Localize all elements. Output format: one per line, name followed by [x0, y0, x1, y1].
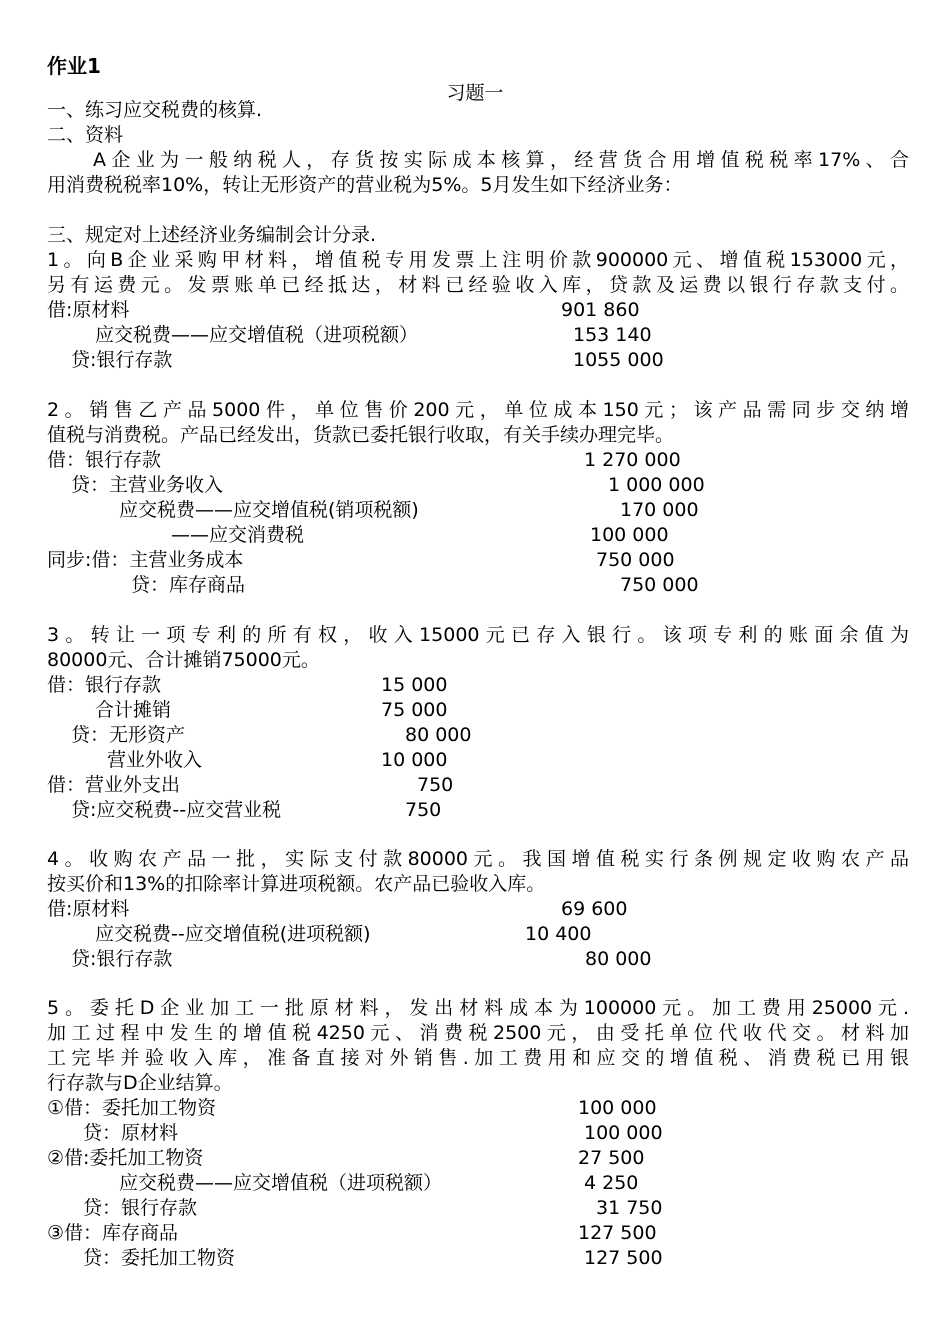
- paragraph-line: 3。转让一项专利的所有权，收入15000元已存入银行。该项专利的账面余值为: [47, 624, 909, 646]
- entry-amount: 80 000: [585, 948, 652, 970]
- paragraph-line: 按买价和13%的扣除率计算进项税额。农产品已验收入库。: [47, 873, 546, 895]
- entry-label: 应交税费——应交增值税（进项税额）: [95, 324, 419, 346]
- entry-label: 借：营业外支出: [47, 774, 181, 796]
- entry-label: 贷：主营业务收入: [71, 474, 224, 496]
- entry-amount: 750 000: [596, 549, 675, 571]
- entry-label: 借:原材料: [47, 898, 130, 920]
- entry-label: 贷：原材料: [83, 1122, 179, 1144]
- entry-label: 贷：库存商品: [131, 574, 246, 596]
- intro-paragraph: [47, 148, 909, 198]
- entry-amount: 100 000: [590, 524, 669, 546]
- entry-label: 借：银行存款: [47, 674, 162, 696]
- entry-label: ③借：库存商品: [47, 1222, 179, 1244]
- paragraph-line: 行存款与D企业结算。: [47, 1072, 233, 1094]
- entry-label: 贷:应交税费--应交营业税: [71, 799, 282, 821]
- entry-label: 贷：银行存款: [83, 1197, 198, 1219]
- entry-amount: 127 500: [578, 1222, 657, 1244]
- paragraph-line: 80000元、合计摊销75000元。: [47, 649, 320, 671]
- paragraph-line: 2。销售乙产品5000件，单位售价200元，单位成本150元；该产品需同步交纳增: [47, 399, 909, 421]
- entry-amount: 80 000: [405, 724, 472, 746]
- paragraph-line: 值税与消费税。产品已经发出，货款已委托银行收取，有关手续办理完毕。: [47, 424, 675, 446]
- entry-amount: 901 860: [561, 299, 640, 321]
- question-4-text: [47, 847, 909, 897]
- question-2-text: [47, 398, 909, 448]
- entry-amount: 27 500: [578, 1147, 645, 1169]
- section-heading: [47, 123, 909, 148]
- paragraph-line: 加工过程中发生的增值税4250元、消费税2500元，由受托单位代收代交。材料加: [47, 1022, 909, 1044]
- paragraph-line: 另有运费元。发票账单已经抵达，材料已经验收入库，贷款及运费以银行存款支付。: [47, 274, 909, 296]
- section-3: 三、规定对上述经济业务编制会计分录.: [47, 224, 377, 246]
- section-heading: [47, 98, 909, 123]
- entry-label: 合计摊销: [95, 699, 172, 721]
- entry-label: 贷:银行存款: [71, 349, 173, 371]
- entry-label: 贷：无形资产: [71, 724, 186, 746]
- entry-amount: 170 000: [620, 499, 699, 521]
- question-1-text: [47, 248, 909, 298]
- entry-label: 同步:借：主营业务成本: [47, 549, 244, 571]
- entry-label: 应交税费--应交增值税(进项税额): [95, 923, 371, 945]
- entry-amount: 153 140: [573, 324, 652, 346]
- entry-label: 贷:银行存款: [71, 948, 173, 970]
- entry-label: 应交税费——应交增值税（进项税额）: [119, 1172, 443, 1194]
- entry-amount: 100 000: [584, 1122, 663, 1144]
- entry-amount: 750: [405, 799, 442, 821]
- entry-amount: 127 500: [584, 1247, 663, 1269]
- entry-label: 借:原材料: [47, 299, 130, 321]
- paragraph-line: 工完毕并验收入库，准备直接对外销售.加工费用和应交的增值税、消费税已用银: [47, 1047, 909, 1069]
- entry-amount: 10 000: [381, 749, 448, 771]
- homework-title: 作业1: [47, 54, 101, 78]
- entry-amount: 4 250: [584, 1172, 639, 1194]
- entry-amount: 69 600: [561, 898, 628, 920]
- entry-amount: 750: [417, 774, 454, 796]
- entry-label: ①借：委托加工物资: [47, 1097, 217, 1119]
- question-5-text: [47, 996, 909, 1096]
- entry-label: ——应交消费税: [171, 524, 305, 546]
- entry-label: ②借:委托加工物资: [47, 1147, 204, 1169]
- entry-amount: 10 400: [525, 923, 592, 945]
- entry-label: 借：银行存款: [47, 449, 162, 471]
- entry-label: 营业外收入: [107, 749, 203, 771]
- paragraph-line: 用消费税税率10%，转让无形资产的营业税为5%。5月发生如下经济业务：: [47, 174, 683, 196]
- question-3-text: [47, 623, 909, 673]
- section-heading: [47, 223, 909, 248]
- entry-amount: 1055 000: [573, 349, 664, 371]
- paragraph-line: 1。向B企业采购甲材料，增值税专用发票上注明价款900000元、增值税153000元，: [47, 249, 909, 271]
- entry-label: 贷：委托加工物资: [83, 1247, 236, 1269]
- exercise-title: 习题一: [446, 82, 504, 104]
- entry-amount: 100 000: [578, 1097, 657, 1119]
- paragraph-line: A企业为一般纳税人，存货按实际成本核算，经营货合用增值税税率17%、合: [93, 149, 909, 171]
- section-1: 一、练习应交税费的核算.: [47, 99, 263, 121]
- paragraph-line: 4。收购农产品一批，实际支付款80000元。我国增值税实行条例规定收购农产品: [47, 848, 909, 870]
- section-2: 二、资料: [47, 124, 124, 146]
- entry-amount: 1 000 000: [608, 474, 705, 496]
- entry-label: 应交税费——应交增值税(销项税额): [119, 499, 419, 521]
- entry-amount: 15 000: [381, 674, 448, 696]
- entry-amount: 31 750: [596, 1197, 663, 1219]
- entry-amount: 750 000: [620, 574, 699, 596]
- entry-amount: 75 000: [381, 699, 448, 721]
- paragraph-line: 5。委托D企业加工一批原材料，发出材料成本为100000元。加工费用25000元.: [47, 997, 909, 1019]
- entry-amount: 1 270 000: [584, 449, 681, 471]
